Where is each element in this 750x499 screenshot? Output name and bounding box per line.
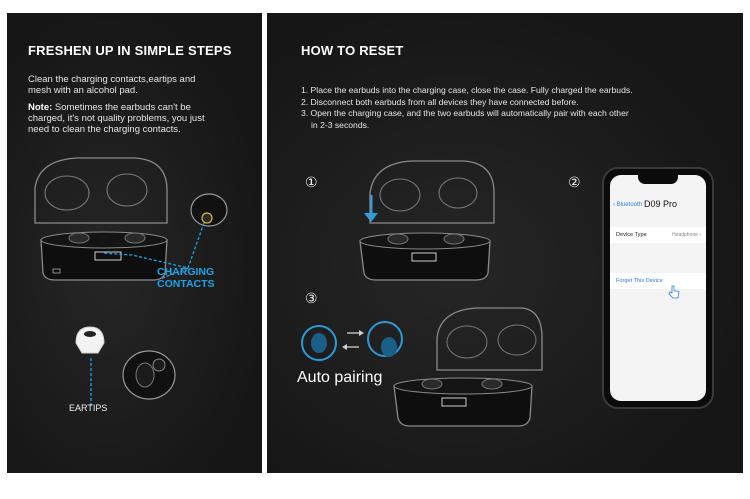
pairing-earbuds-illustration [297, 313, 417, 373]
step-3: 3. Open the charging case, and the two earbuds will automatically pair with each other [301, 108, 629, 118]
charging-case-step1-illustration [352, 153, 502, 283]
phone-notch [638, 175, 678, 184]
device-title: D09 Pro [644, 199, 678, 209]
auto-pairing-label: Auto pairing [297, 369, 383, 386]
phone-screen [610, 175, 706, 401]
note-text-1: Sometimes the earbuds can't be [52, 102, 191, 113]
earbud-side-illustration [119, 345, 179, 405]
forget-device-button[interactable]: Forget This Device [616, 278, 663, 284]
step-3-continued: in 2-3 seconds. [311, 119, 370, 130]
device-type-row [610, 227, 706, 243]
bluetooth-back-link[interactable]: ‹ Bluetooth [613, 202, 643, 208]
forget-device-row[interactable] [610, 273, 706, 289]
right-title: HOW TO RESET [301, 43, 404, 58]
tap-hand-icon [668, 285, 680, 299]
marker-step-1: ① [305, 175, 318, 191]
intro-line-1: Clean the charging contacts,eartips and [28, 74, 196, 85]
reset-steps-list [301, 85, 721, 131]
eartips-pointer [87, 358, 97, 428]
note-label: Note: [28, 102, 53, 113]
note-line-2: charged, it's not quality problems, you just [28, 113, 205, 124]
right-panel [267, 13, 743, 473]
charging-contacts-label [157, 266, 215, 290]
left-panel [7, 13, 262, 473]
eartips-label: EARTIPS [69, 403, 108, 413]
intro-line-2: mesh with an alcohol pad. [28, 85, 138, 96]
callout-line-1: CHARGING [157, 266, 215, 278]
callout-line-2: CONTACTS [157, 278, 215, 290]
step-1: 1. Place the earbuds into the charging case, close the case. Fully charged the earbuds. [301, 85, 633, 95]
marker-step-2: ② [568, 175, 581, 191]
marker-step-3: ③ [305, 291, 318, 307]
device-type-label: Device Type [616, 232, 647, 238]
note-line-3: need to clean the charging contacts. [28, 124, 181, 135]
device-type-value: Headphone › [672, 232, 701, 238]
left-title: FRESHEN UP IN SIMPLE STEPS [28, 43, 232, 58]
phone-illustration [602, 167, 714, 409]
note-line-1 [28, 102, 191, 113]
step-2: 2. Disconnect both earbuds from all devices they have connected before. [301, 96, 579, 107]
